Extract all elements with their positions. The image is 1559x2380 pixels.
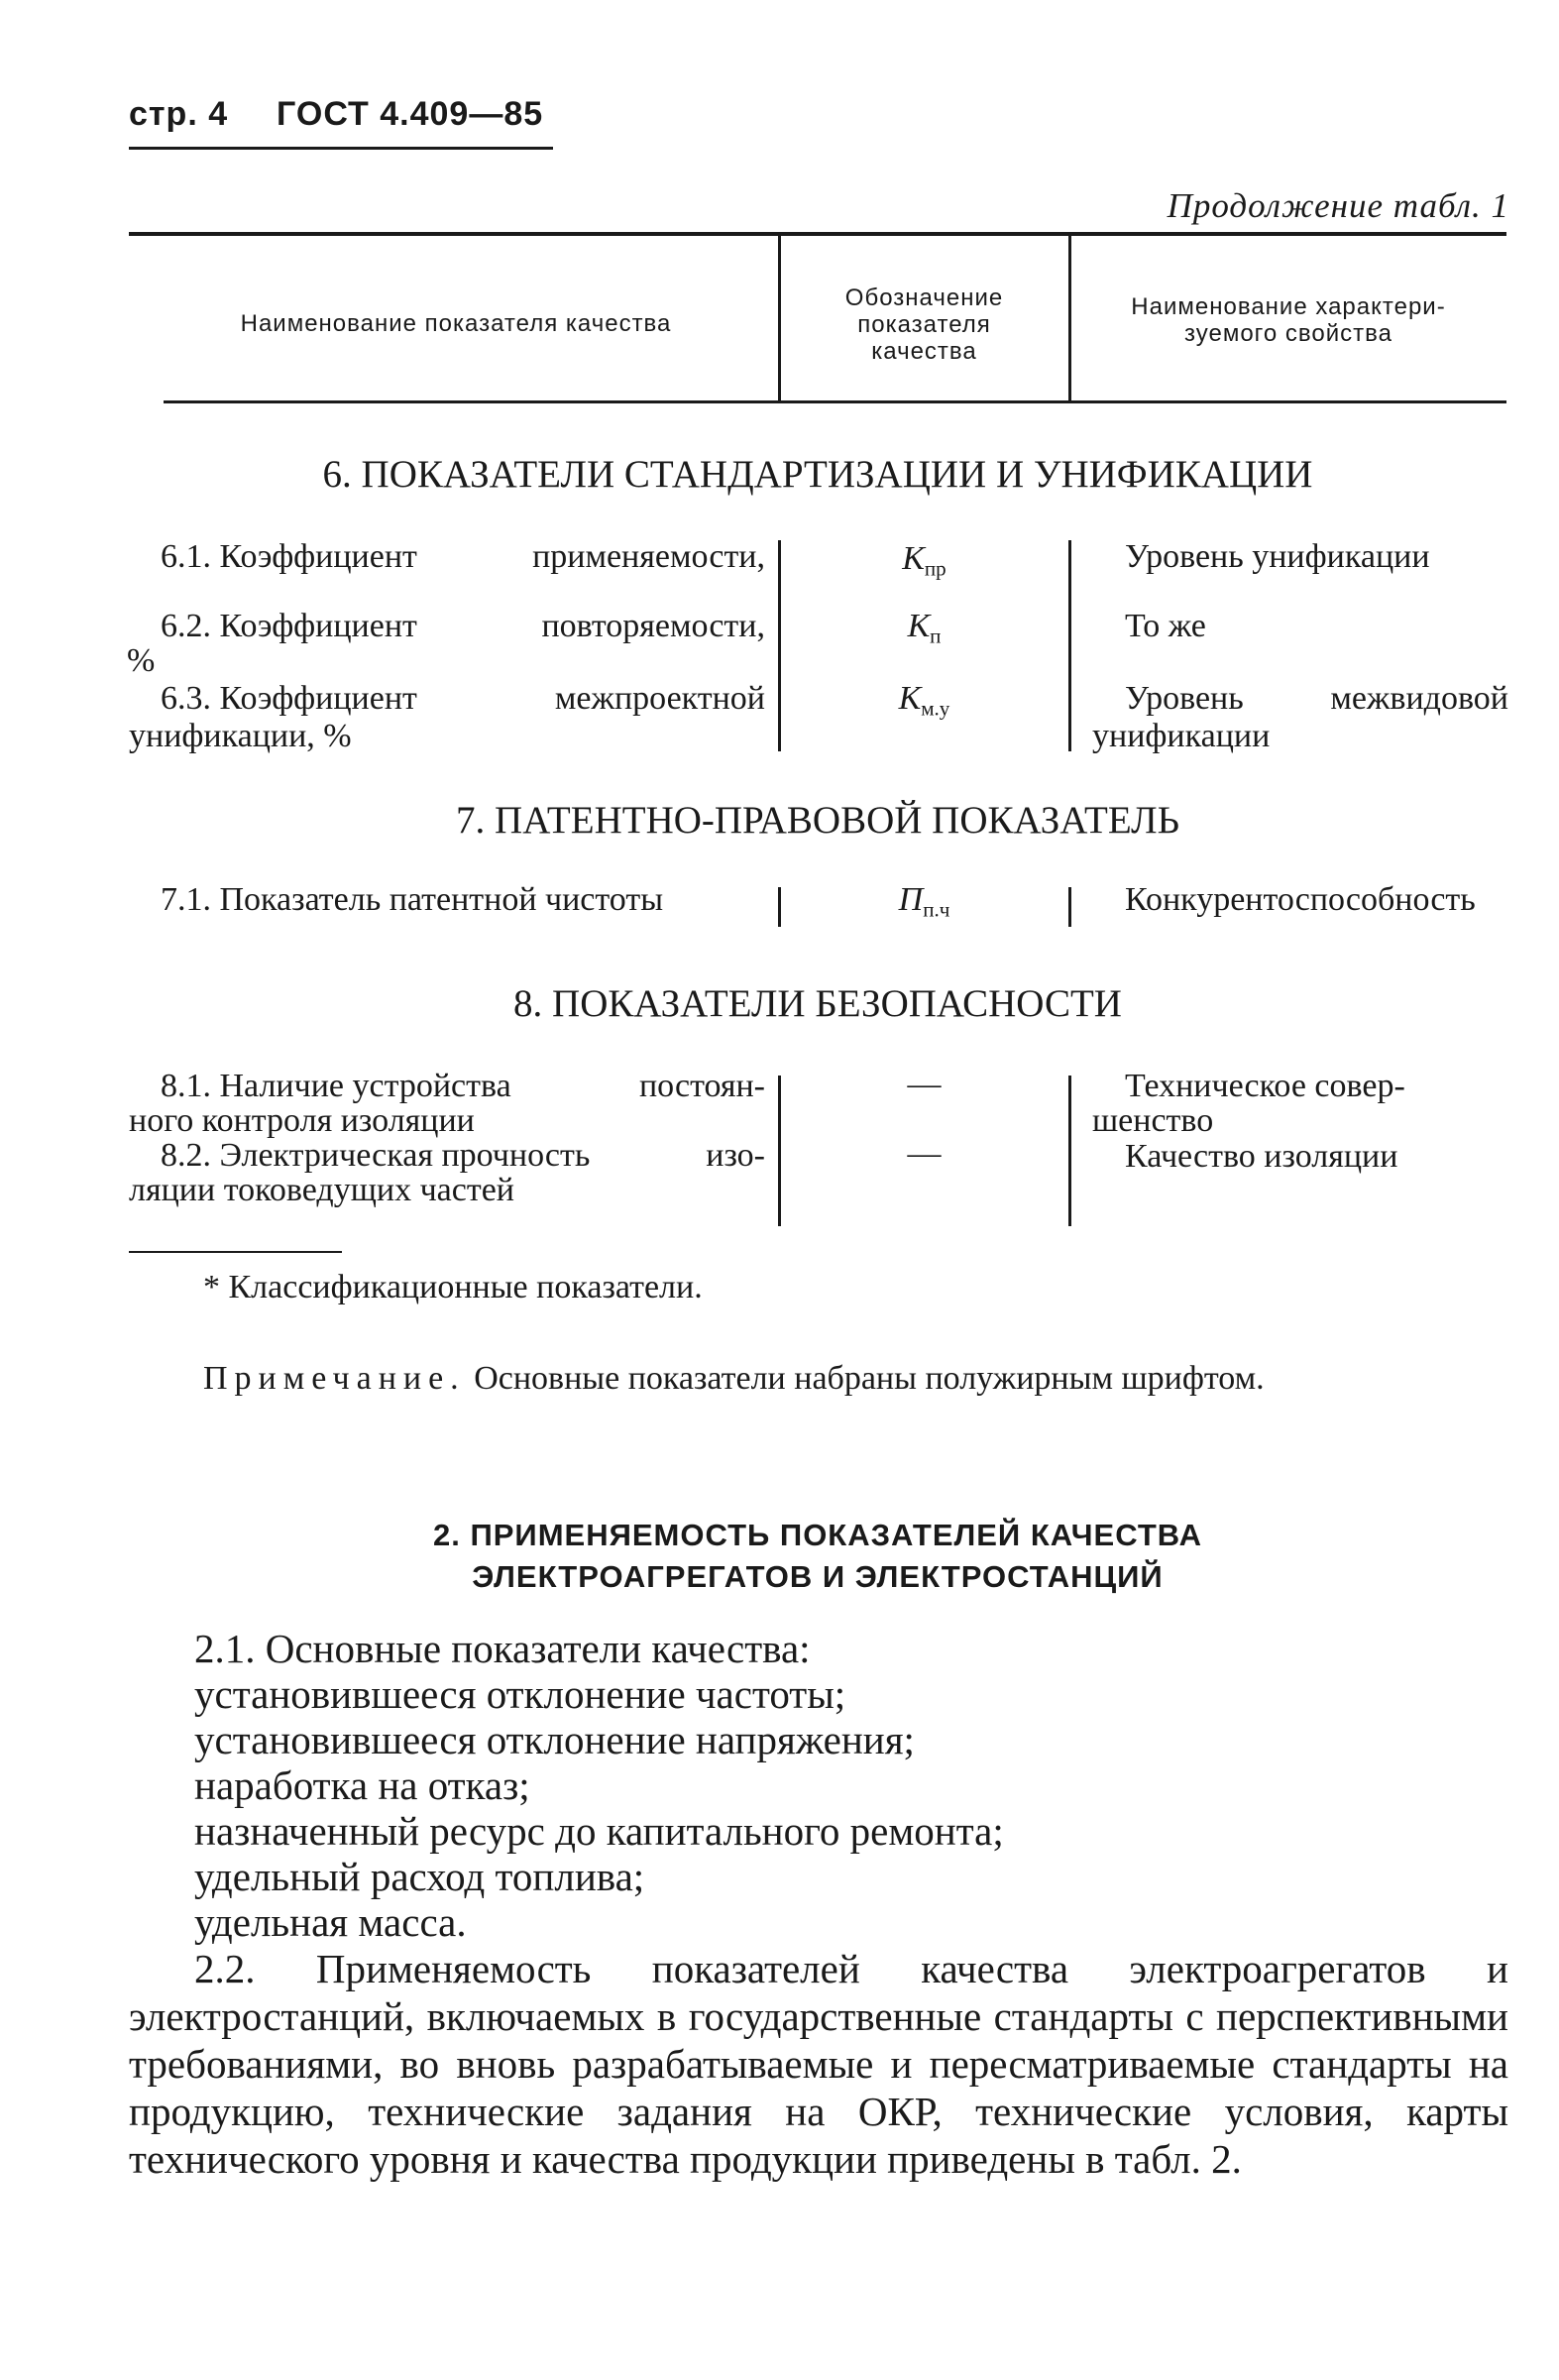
table-row-8-1-property: Техническое совер- шенство [1092, 1068, 1405, 1139]
footnote-rule [129, 1251, 342, 1253]
paragraph-2-1-intro: 2.1. Основные показатели качества: [194, 1626, 811, 1671]
table-row-6-1-name: 6.1. Коэффициент применяемости, [161, 538, 765, 575]
section-2-title: 2. ПРИМЕНЯЕМОСТЬ ПОКАЗАТЕЛЕЙ КАЧЕСТВА ЭЛЕКТРОАГРЕГАТОВ И ЭЛЕКТРОСТАНЦИЙ [432, 1518, 1203, 1594]
list-item: установившееся отклонение напряжения; [194, 1717, 915, 1762]
footnote: * Классификационные показатели. [203, 1269, 703, 1305]
list-item: наработка на отказ; [194, 1762, 530, 1808]
section-8-title: 8. ПОКАЗАТЕЛИ БЕЗОПАСНОСТИ [513, 982, 1122, 1025]
col-divider-1-sec7 [778, 887, 781, 927]
table-row-6-1-property: Уровень унификации [1125, 538, 1430, 575]
table-row-7-1-symbol: $П_{п.ч}$ [898, 881, 950, 922]
table-top-rule [129, 232, 1506, 236]
table-row-8-2-name: 8.2. Электрическая прочность изо- ляции токоведущих частей [129, 1137, 765, 1208]
table-row-8-2-symbol: — [907, 1135, 942, 1172]
table-row-6-1-symbol: $К_{пр}$ [902, 540, 947, 581]
section-7-title: 7. ПАТЕНТНО-ПРАВОВОЙ ПОКАЗАТЕЛЬ [456, 799, 1179, 842]
percent-sign: % [127, 642, 156, 679]
column-header-indicator-name: Наименование показателя качества [240, 310, 672, 337]
table-row-8-1-symbol: — [907, 1066, 942, 1102]
document-code: ГОСТ 4.409—85 [277, 95, 544, 133]
table-row-7-1-name: 7.1. Показатель патентной чистоты [161, 881, 664, 918]
table-row-6-2-property: То же [1125, 608, 1206, 644]
section-6-title: 6. ПОКАЗАТЕЛИ СТАНДАРТИЗАЦИИ И УНИФИКАЦИИ [322, 453, 1313, 496]
note-label: Примечание. [203, 1360, 466, 1397]
note-text: Основные показатели набраны полужирным шрифтом. [474, 1360, 1265, 1397]
col-divider-2-sec6 [1068, 540, 1071, 751]
col-divider-2-sec7 [1068, 887, 1071, 927]
page-header [129, 95, 543, 134]
col-divider-1-sec6 [778, 540, 781, 751]
header-underline [129, 147, 553, 150]
table-note [203, 1360, 1265, 1398]
table-row-6-3-property: Уровень межвидовой унификации [1092, 680, 1508, 754]
list-item: назначенный ресурс до капитального ремонта; [194, 1808, 1004, 1854]
list-item: удельный расход топлива; [194, 1854, 645, 1899]
page-number: стр. 4 [129, 95, 229, 133]
table-row-8-2-property: Качество изоляции [1125, 1138, 1398, 1175]
table-header-bottom-rule [164, 400, 1506, 403]
table-row-7-1-property: Конкурентоспособность [1125, 881, 1476, 918]
table-row-6-2-name: 6.2. Коэффициент повторяемости, [161, 608, 765, 644]
table-row-6-3-name: 6.3. Коэффициент межпроектной унификации, % [129, 680, 765, 754]
list-item: удельная масса. [194, 1899, 467, 1945]
column-header-property: Наименование характери- зуемого свойства [1131, 293, 1446, 347]
paragraph-2-1 [194, 1626, 1004, 1945]
table-row-8-1-name: 8.1. Наличие устройства постоян- ного контроля изоляции [129, 1068, 765, 1139]
table-continuation-label: Продолжение табл. 1 [1167, 186, 1509, 225]
table-row-6-2-symbol: $К_п$ [907, 608, 942, 648]
paragraph-2-2: 2.2. Применяемость показателей качества электроагрегатов и электростанций, включаемых в государственные стандарты с перспективными требованиями, во вновь разрабатываемые и пересматриваемые стандарты на продукцию, технические задания на ОКР, технические условия, карты технического уровня и качества продукции приведены в табл. 2. [129, 1946, 1508, 2182]
col-divider-2-sec8 [1068, 1076, 1071, 1226]
list-item: установившееся отклонение частоты; [194, 1671, 846, 1717]
table-row-6-3-symbol: $К_{м.у}$ [898, 680, 950, 721]
table-header-divider-1 [778, 236, 781, 400]
column-header-indicator-symbol: Обозначение показателя качества [844, 284, 1004, 365]
table-header-divider-2 [1068, 236, 1071, 400]
col-divider-1-sec8 [778, 1076, 781, 1226]
